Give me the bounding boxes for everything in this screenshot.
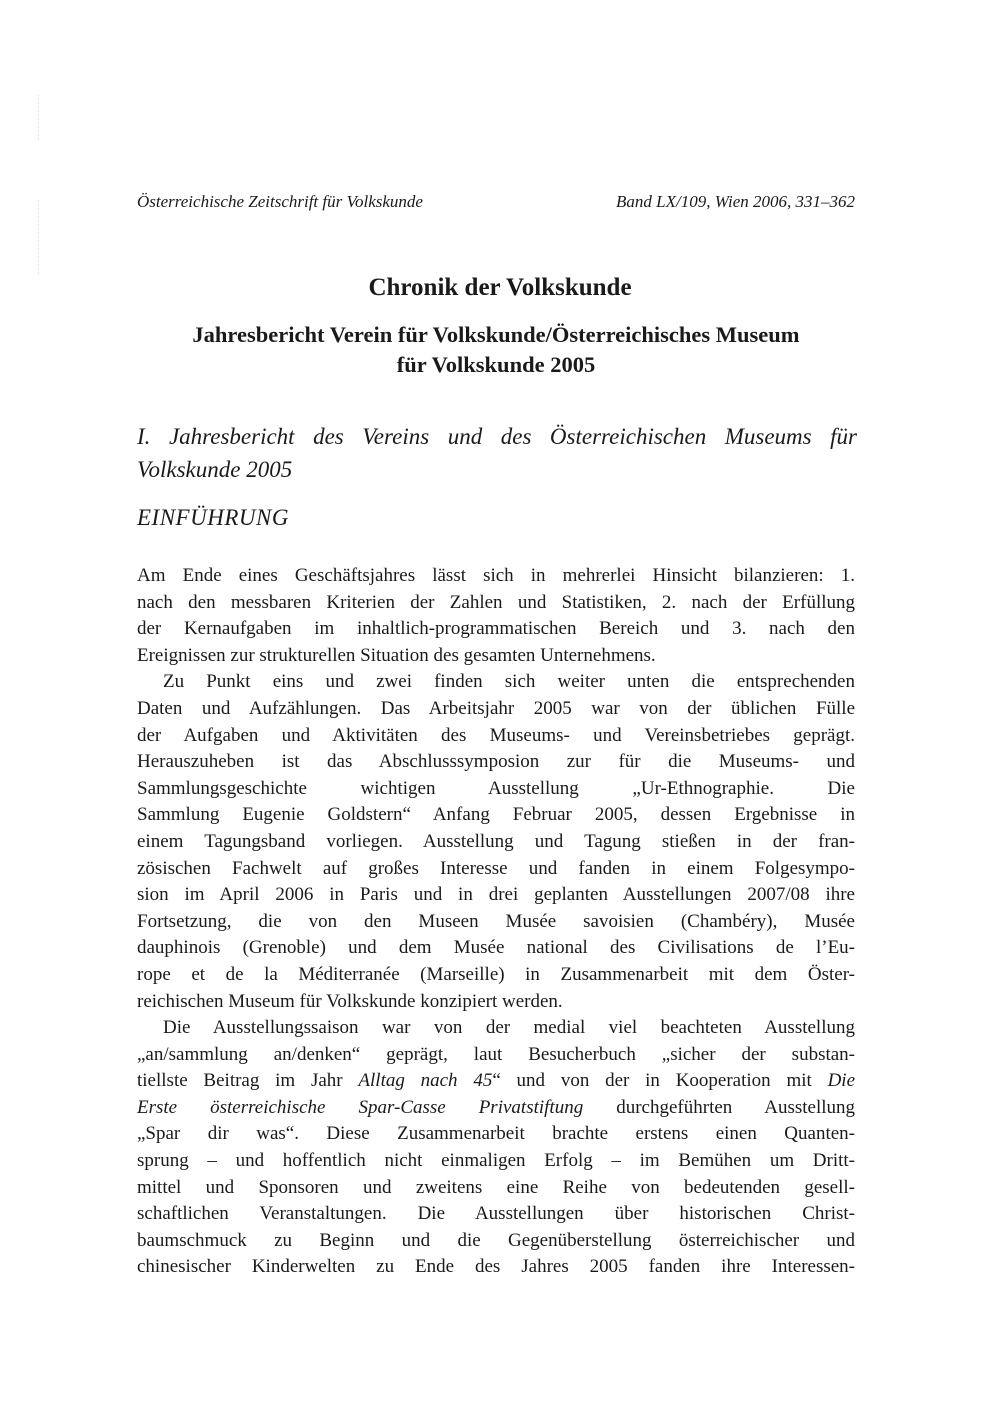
scan-artifact bbox=[38, 95, 41, 140]
page-title: Chronik der Volkskunde bbox=[368, 274, 632, 301]
text-line bbox=[137, 696, 855, 723]
text-segment: mittel und Sponsoren und zweitens eine Reihe von bedeutenden gesell- bbox=[137, 1176, 855, 1198]
text-segment: zösischen Fachwelt auf großes Interesse und fanden in einem Folgesympo- bbox=[137, 857, 855, 879]
text-line bbox=[137, 590, 855, 617]
text-line bbox=[137, 1201, 855, 1228]
text-segment: tiellste Beitrag im Jahr bbox=[137, 1070, 359, 1092]
text-line bbox=[137, 1095, 855, 1122]
text-line bbox=[137, 1015, 855, 1042]
text-segment: schaftlichen Veranstaltungen. Die Ausstellungen über historischen Christ- bbox=[137, 1203, 855, 1225]
text-line bbox=[137, 616, 855, 643]
text-line bbox=[137, 882, 855, 909]
italic-text: Erste österreichische Spar-Casse Privatstiftung bbox=[137, 1096, 584, 1118]
body-text bbox=[137, 563, 855, 1281]
page-subtitle bbox=[137, 320, 855, 380]
text-segment: sprung – und hoffentlich nicht einmaligen Erfolg – im Bemühen um Dritt- bbox=[137, 1150, 855, 1172]
text-segment: der Kernaufgaben im inhaltlich-programmatischen Bereich und 3. nach den bbox=[137, 618, 855, 640]
italic-text: Die bbox=[827, 1070, 855, 1092]
text-segment: chinesischer Kinderwelten zu Ende des Jahres 2005 fanden ihre Interessen- bbox=[137, 1256, 855, 1278]
text-segment: Daten und Aufzählungen. Das Arbeitsjahr 2005 war von der üblichen Fülle bbox=[137, 697, 855, 719]
journal-title: Österreichische Zeitschrift für Volkskunde bbox=[137, 192, 423, 211]
text-line bbox=[137, 1148, 855, 1175]
text-line bbox=[137, 1121, 855, 1148]
text-line bbox=[137, 962, 855, 989]
text-segment: Sammlungsgeschichte wichtigen Ausstellung „Ur-Ethnographie. Die bbox=[137, 777, 855, 799]
text-segment: „an/sammlung an/denken“ geprägt, laut Besucherbuch „sicher der substan- bbox=[137, 1043, 855, 1065]
text-segment: Fortsetzung, die von den Museen Musée savoisien (Chambéry), Musée bbox=[137, 910, 855, 932]
text-line bbox=[137, 643, 855, 670]
text-line bbox=[137, 829, 855, 856]
text-segment: dauphinois (Grenoble) und dem Musée national des Civilisations de l’Eu- bbox=[137, 937, 855, 959]
text-line bbox=[137, 856, 855, 883]
text-segment: rope et de la Méditerranée (Marseille) in Zusammenarbeit mit dem Öster- bbox=[137, 963, 855, 985]
text-segment: reichischen Museum für Volkskunde konzipiert werden. bbox=[137, 990, 563, 1012]
paragraph bbox=[137, 669, 855, 1015]
text-segment: „Spar dir was“. Diese Zusammenarbeit brachte erstens einen Quanten- bbox=[137, 1123, 855, 1145]
text-line bbox=[137, 909, 855, 936]
text-line bbox=[137, 563, 855, 590]
text-line bbox=[137, 1175, 855, 1202]
text-line bbox=[137, 1228, 855, 1255]
italic-text: Alltag nach 45 bbox=[358, 1070, 493, 1092]
text-line bbox=[137, 1254, 855, 1281]
text-line bbox=[137, 1068, 855, 1095]
section-heading-line: I. Jahresbericht des Vereins und des Österreichischen Museums für bbox=[137, 424, 857, 449]
text-segment: Sammlung Eugenie Goldstern“ Anfang Februar 2005, dessen Ergebnisse in bbox=[137, 804, 855, 826]
text-line bbox=[137, 723, 855, 750]
text-line bbox=[137, 1042, 855, 1069]
section-heading bbox=[137, 420, 857, 486]
text-line bbox=[137, 669, 855, 696]
text-line bbox=[137, 749, 855, 776]
paragraph bbox=[137, 563, 855, 669]
text-segment: Herauszuheben ist das Abschlusssymposion zur für die Museums- und bbox=[137, 751, 855, 773]
text-line bbox=[137, 935, 855, 962]
scan-artifact bbox=[38, 200, 41, 275]
text-line bbox=[137, 802, 855, 829]
section-heading-line: Volkskunde 2005 bbox=[137, 457, 293, 482]
subtitle-line: Jahresbericht Verein für Volkskunde/Österreichisches Museum bbox=[192, 322, 800, 347]
text-segment: Die Ausstellungssaison war von der medial viel beachteten Ausstellung bbox=[163, 1017, 855, 1039]
text-segment: nach den messbaren Kriterien der Zahlen und Statistiken, 2. nach der Erfüllung bbox=[137, 591, 855, 613]
text-segment: durchgeführten Ausstellung bbox=[583, 1096, 856, 1118]
text-segment: Am Ende eines Geschäftsjahres lässt sich in mehrerlei Hinsicht bilanzieren: 1. bbox=[137, 565, 855, 586]
text-segment: der Aufgaben und Aktivitäten des Museums- und Vereinsbetriebes geprägt. bbox=[137, 724, 855, 746]
subtitle-line: für Volkskunde 2005 bbox=[396, 352, 596, 377]
paragraph bbox=[137, 1015, 855, 1281]
volume-info: Band LX/109, Wien 2006, 331–362 bbox=[616, 192, 855, 211]
text-line bbox=[137, 989, 855, 1016]
text-segment: einem Tagungsband vorliegen. Ausstellung und Tagung stießen in der fran- bbox=[137, 830, 855, 852]
text-segment: baumschmuck zu Beginn und die Gegenüberstellung österreichischer und bbox=[137, 1229, 855, 1251]
text-segment: “ und von der in Kooperation mit bbox=[492, 1070, 828, 1092]
text-segment: Ereignissen zur strukturellen Situation des gesamten Unternehmens. bbox=[137, 644, 656, 666]
text-line bbox=[137, 776, 855, 803]
subheading: EINFÜHRUNG bbox=[137, 505, 289, 530]
text-segment: Zu Punkt eins und zwei finden sich weiter unten die entsprechenden bbox=[163, 671, 855, 693]
text-segment: sion im April 2006 in Paris und in drei geplanten Ausstellungen 2007/08 ihre bbox=[137, 884, 855, 906]
